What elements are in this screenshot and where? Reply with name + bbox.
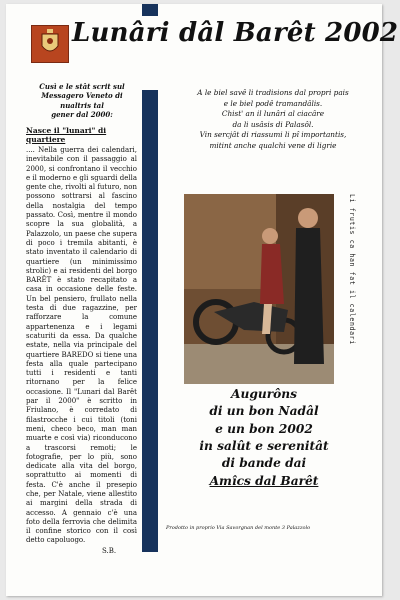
intro-line: Messagero Veneto di nualtris tal bbox=[41, 91, 123, 110]
greeting-line: Augurôns bbox=[231, 387, 297, 401]
dedication-quote bbox=[178, 88, 368, 151]
calendar-page bbox=[6, 4, 399, 596]
christmas-greeting bbox=[174, 386, 354, 490]
quote-line: mitint anche qualchi vene di ligrie bbox=[209, 140, 337, 150]
greeting-signature: Amîcs dal Barêt bbox=[209, 473, 319, 488]
greeting-line: di bande dai bbox=[221, 456, 307, 471]
quote-line: da li usâsis di Palasôl. bbox=[232, 119, 314, 129]
top-blue-strip bbox=[142, 4, 158, 16]
page-title: Lunâri dâl Barêt 2002 bbox=[72, 18, 399, 48]
production-footnote: Prodotto in proprio Via Savorgnan del monte 3 Palazzolo bbox=[166, 525, 311, 531]
intro-line: Cusì e le stât scrit sul bbox=[39, 82, 125, 91]
photo-girls-on-motorbike bbox=[184, 194, 334, 384]
greeting-line: in salût e serenitât bbox=[199, 438, 329, 453]
vertical-blue-bar bbox=[142, 90, 158, 552]
article-signature: S.B. bbox=[102, 547, 117, 555]
intro-note bbox=[30, 82, 134, 120]
quote-line: Vin sercjât di riassumi li pî importantis, bbox=[199, 130, 347, 140]
quote-line: Chist' an il lunâri al ciacâre bbox=[221, 109, 325, 119]
coat-of-arms-logo bbox=[31, 25, 69, 63]
quote-line: e le biel podê tramandâlis. bbox=[223, 98, 323, 108]
article-heading: Nasce il "lunari" di quartiere bbox=[26, 126, 107, 144]
article-body: .... Nella guerra dei calendari, inevitabile con il passaggio al 2000, si confrontano il vecchio e il moderno e gli sguardi della gente che, rivolti al futuro, non possono sottrarsi al fascino della nostalgia del tempo passato. Così, mentre il mondo scopre la sua globalità, a Palazzolo, un paese che supera di poco i tremila abitanti, è stato inventato il calendario di quartiere (un minimissimo strolic) e ai residenti del borgo BARÊT è stato recapitato a casa in occasione delle feste. Un bel pensiero, frullato nella testa di due ragazzine, per rafforzare la comune appartenenza e i legami scaturiti da essa. Da qualche estate, nella via principale del quartiere BAREDO si tiene una festa alla quale partecipano tutti i residenti e tanti ritornano per la felice occasione. Il "Lunari dal Barêt par il 2000" è scritto in Friulano, è corredato di filastrocche i cui titoli (toni meni, checo beco, man man muarte e così via) riconducono a trascorsi remoti; le fotografie, per lo più, sono dedicate alla vita del borgo, soprattutto ai momenti di festa. C'è anche il presepio che, per Natale, viene allestito ai margini della strada di accesso. A gennaio c'è una foto della ferrovia che delimita il confine storico con il così detto capoluogo. bbox=[26, 146, 137, 545]
intro-line: gener dal 2000: bbox=[51, 110, 113, 120]
greeting-line: di un bon Nadâl bbox=[209, 404, 319, 419]
greeting-line: e un bon 2002 bbox=[215, 421, 313, 436]
photo-caption: Li frutis ca han fat il calendari bbox=[348, 194, 356, 345]
quote-line: A le biel savê li tradisions dal propri pais bbox=[197, 88, 349, 97]
